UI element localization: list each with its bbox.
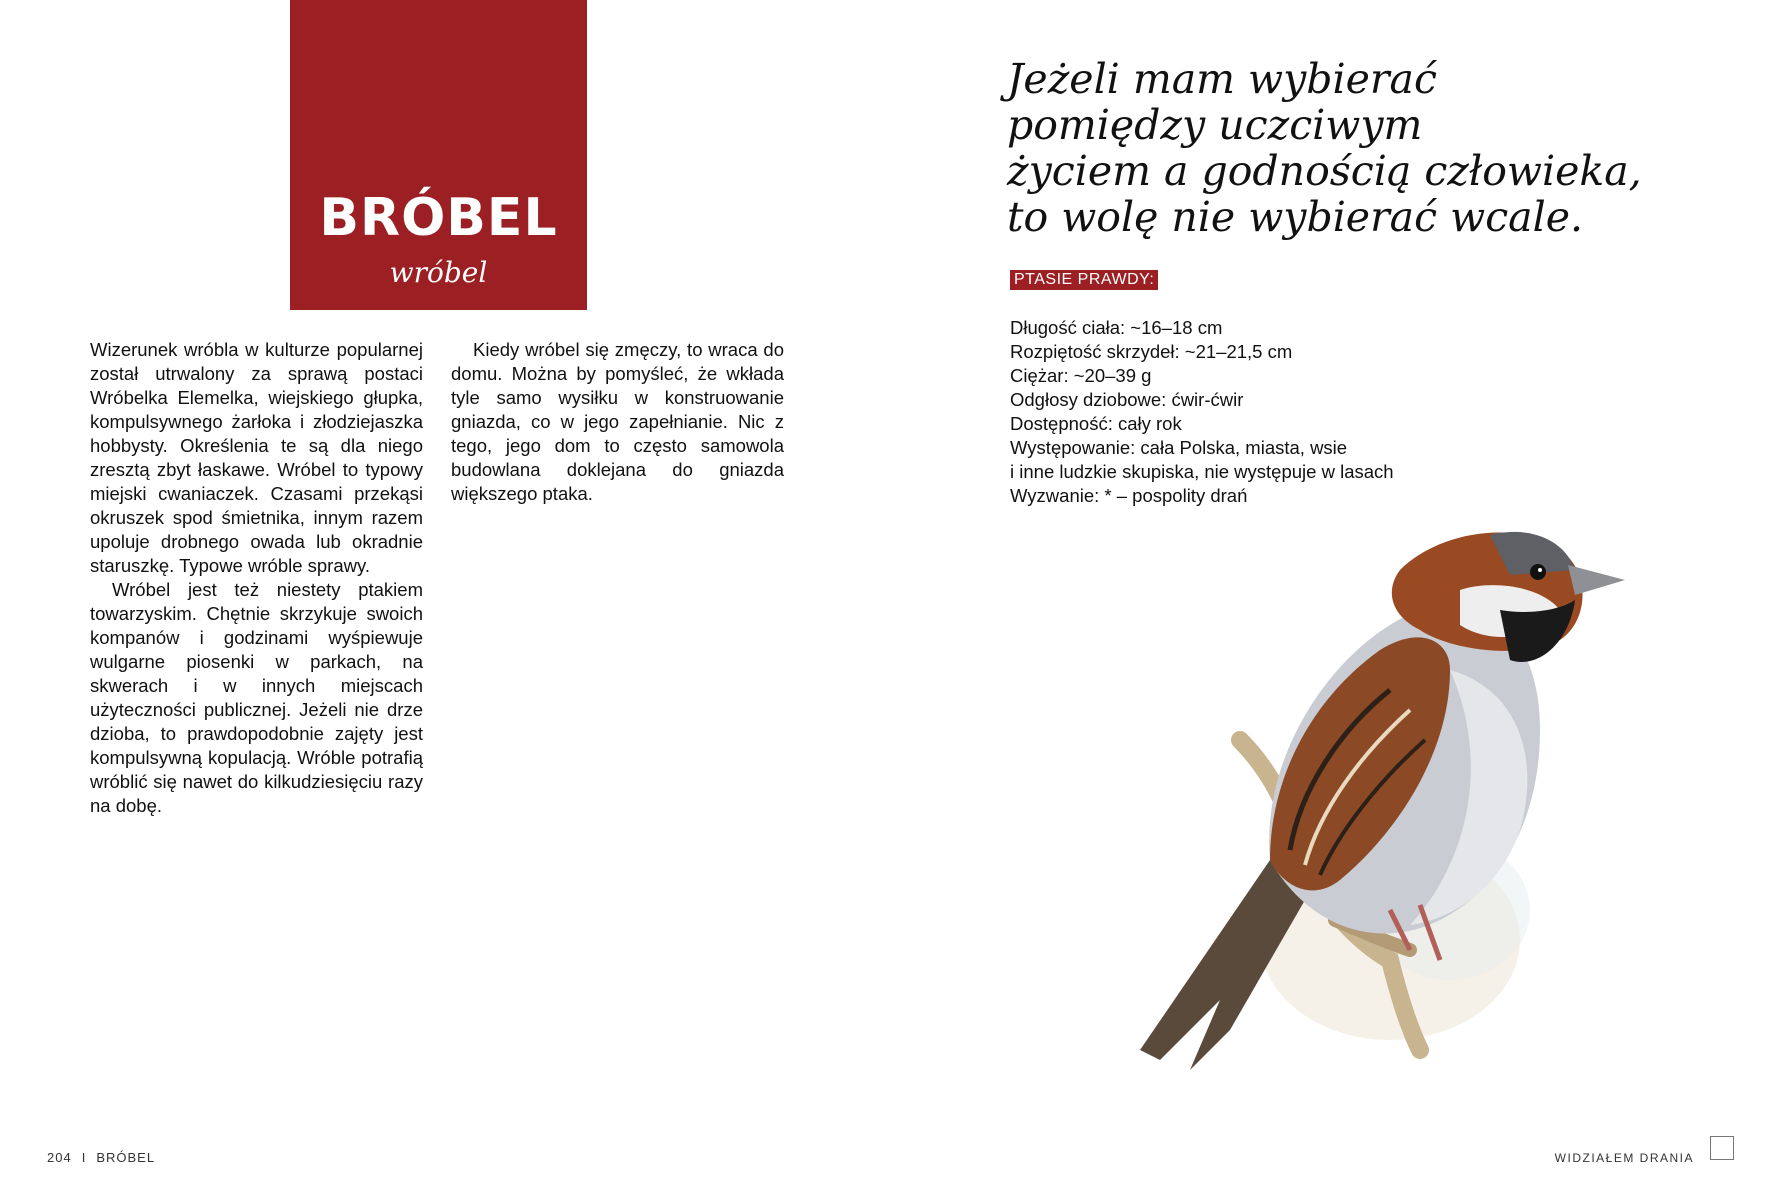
fact-item: Odgłosy dziobowe: ćwir-ćwir	[1010, 389, 1244, 410]
facts-list	[1010, 316, 1570, 508]
fact-item: Wyzwanie: * – pospolity drań	[1010, 485, 1248, 506]
footer-section: BRÓBEL	[96, 1150, 156, 1165]
footer-right: WIDZIAŁEM DRANIA	[1554, 1151, 1694, 1165]
fact-item: i inne ludzkie skupiska, nie występuje w lasach	[1010, 461, 1394, 482]
quote-line: pomiędzy uczciwym	[1007, 101, 1423, 149]
body-paragraph: Wróbel jest też niestety ptakiem towarzyskim. Chętnie skrzykuje swoich kompanów i godzinami wyśpiewuje wulgarne piosenki w parkach, na skwerach i w innych miejscach użyteczności publicznej. Jeżeli nie drze dzioba, to prawdopodobnie zajęty jest kompulsywną kopulacją. Wróble potrafią wróblić się nawet do kilkudziesięciu razy na dobę.	[90, 579, 423, 816]
body-paragraph: Wizerunek wróbla w kulturze popularnej został utrwalony za sprawą postaci Wróbelka Elemelka, wiejskiego głupka, kompulsywnego żarłoka i złodziejaszka hobbysty. Określenia te są dla niego zresztą zbyt łaskawe. Wróbel to typowy miejski cwaniaczek. Czasami przekąsi okruszek spod śmietnika, innym razem upoluje drobnego owada lub okradnie staruszkę. Typowe wróble sprawy.	[90, 339, 423, 576]
eye-highlight	[1538, 568, 1542, 572]
quote-line: Jeżeli mam wybierać	[1007, 55, 1437, 103]
page-number: 204	[47, 1150, 72, 1165]
title-block	[290, 0, 587, 310]
sparrow-beak	[1568, 565, 1625, 595]
fact-item: Dostępność: cały rok	[1010, 413, 1182, 434]
fact-item: Długość ciała: ~16–18 cm	[1010, 317, 1223, 338]
quote-line: to wolę nie wybierać wcale.	[1007, 193, 1584, 241]
body-paragraph: Kiedy wróbel się zmęczy, to wraca do domu. Można by pomyśleć, że wkłada tyle samo wysiłku w konstruowanie gniazda, co w jego zapełnianie. Nic z tego, jego dom to często samowola budowlana doklejana do gniazda większego ptaka.	[451, 339, 784, 504]
sparrow-illustration	[1120, 530, 1640, 1090]
page-subtitle: wróbel	[389, 256, 488, 289]
body-column-2	[451, 338, 784, 506]
pull-quote	[1007, 56, 1727, 240]
footer-separator: I	[81, 1150, 87, 1165]
fact-item: Rozpiętość skrzydeł: ~21–21,5 cm	[1010, 341, 1293, 362]
corner-box	[1710, 1136, 1734, 1160]
body-column-1	[90, 338, 423, 818]
footer-left	[47, 1150, 155, 1165]
facts-label: PTASIE PRAWDY:	[1010, 270, 1158, 290]
sparrow-eye	[1530, 564, 1546, 580]
fact-item: Ciężar: ~20–39 g	[1010, 365, 1152, 386]
fact-item: Występowanie: cała Polska, miasta, wsie	[1010, 437, 1348, 458]
quote-line: życiem a godnością człowieka,	[1007, 147, 1642, 195]
page-title: BRÓBEL	[319, 188, 558, 248]
